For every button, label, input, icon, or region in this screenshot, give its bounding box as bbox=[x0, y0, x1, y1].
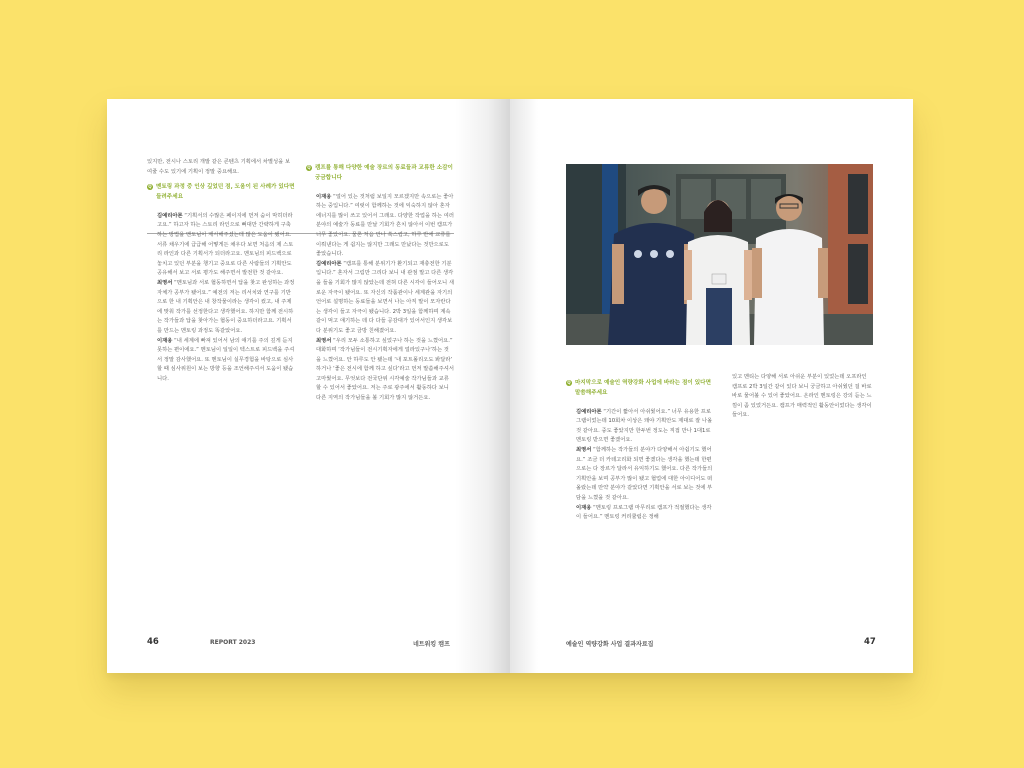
question-heading bbox=[147, 183, 295, 203]
question-icon: Q bbox=[148, 184, 152, 190]
speaker-name: 김예리아론 bbox=[157, 212, 183, 219]
question-text: 멘토링 과정 중 인상 깊었던 점, 도움이 된 사례가 있다면 들려주세요 bbox=[156, 184, 295, 200]
speaker-name: 이재웅 bbox=[157, 337, 173, 344]
photo-group-portrait bbox=[566, 164, 873, 345]
speaker-name: 김예리아론 bbox=[316, 260, 342, 267]
speech-paragraph bbox=[566, 504, 714, 523]
right-column-2 bbox=[732, 373, 873, 421]
question-icon: Q bbox=[567, 380, 571, 385]
footer-report: REPORT 2023 bbox=[210, 639, 256, 646]
speech-paragraph bbox=[306, 337, 454, 404]
page-number-right: 47 bbox=[864, 637, 876, 647]
speech-text: “멘토링 프로그램 마무리로 캠프가 적절했다는 생각이 들어요.” 멘토링 커리큘럼은 정해 bbox=[576, 504, 712, 521]
speech-text: “우리 모두 소통하고 싶었구나 하는 것을 느꼈어요.” 대화하며 ‘작가님들이 전시기획자에게 얼라있구나’하는 것을 느꼈어요. 안 하루도 안 됐는데 ‘내 포트폴리오도 봐달라’ 하거나 ‘좋은 전시에 함께 하고 싶다’라고 먼저 말씀해주셔서 고마웠어요. 무엇보다 전국단위 시각예술 작가님들과 교류할 수 있어서 좋았어요. 저는 주로 광주에서 활동하다 보니 다른 지역의 작가님들을 볼 기회가 많지 않거든요. bbox=[316, 337, 454, 402]
speech-paragraph bbox=[306, 193, 454, 260]
right-page bbox=[510, 99, 913, 673]
speech-paragraph bbox=[147, 337, 295, 385]
speech-text: “캠프를 통해 분위기가 환기되고 재충전한 기분입니다.” 혼자서 그림만 그리다 보니 내 관점 말고 다른 생각을 들을 기회가 많지 않았는데 전혀 다른 시각이 들어오니 새로운 자극이 됐어요. 또 자신의 작품관이나 세계관을 자기의 언어로 설명하는 동료들을 보면서 나는 아직 말이 모자란다는 생각이 들고 자극이 됐습니다. 2박 3일을 함께하며 계속 같이 먹고 얘기하는 데 다 다들 공감대가 있어서인지 생각보다 분위기도 좋고 금방 친해졌어요. bbox=[316, 260, 454, 334]
question-heading bbox=[566, 379, 714, 399]
speech-text: “기간이 짧아서 아쉬웠어요.” 너무 유용한 프로그램이었는데 10회차 이상은 돼야 기획안도 제대로 잘 나올 것 같아요. 중도 좋았지만 한두번 정도는 직접 만나 1대1로 멘토링 받으면 좋겠어요. bbox=[576, 408, 713, 444]
body-paragraph: 있고 멘티는 다양해 서로 아쉬운 부분이 있었는데 오프라인 캠프로 2박 3일간 같이 있다 보니 궁금하고 아쉬웠던 걸 바로바로 물어볼 수 있어 좋았어요. 온라인 멘토링은 강의 듣는 느낌이 좀 있었거든요. 캠프가 매력적인 활동안이었다는 생각이 들어요. bbox=[732, 374, 872, 419]
speech-paragraph bbox=[306, 260, 454, 337]
left-column-2 bbox=[306, 158, 454, 404]
speech-text: “얼어 있는 것처럼 보일지 모르겠지만 속으로는 좋아하는 중입니다.” 여럿이 함께하는 것에 익숙하지 않아 혼자 에너지를 많이 쓰고 있어서 그래요. 다양한 작업을 하는 여러 분야의 예술가 동료를 만날 기회가 흔치 않아서 이번 캠프가 너무 좋았어요. 물론 처음 만나 쑥스럽고, 하루 반에 교류를 이뤄낸다는 게 쉽지는 않지만 그래도 만났다는 것만으로도 좋았습니다. bbox=[316, 193, 454, 258]
question-text: 마지막으로 예술인 역량강화 사업에 바라는 점이 있다면 말씀해주세요 bbox=[575, 380, 711, 396]
speech-text: “함께하는 작가들의 분야가 다양해서 아쉽기도 했어요.” 조금 더 카테고리화 되면 좋겠다는 생각을 했는데 한편으로는 다 장르가 달라서 유익하기도 했어요. 다른 작가들의 기획안을 보며 공부가 많이 됐고 협업에 대한 아이디어도 떠올랐는데 만약 분야가 같았다면 기획안을 서로 보는 것에 부담을 느꼈을 것 같아요. bbox=[576, 446, 713, 501]
page-number-left: 46 bbox=[147, 637, 159, 647]
speaker-name: 이재웅 bbox=[316, 193, 332, 200]
speech-text: “기획서의 수많은 페이지에 먼저 숨이 막히더라고요.” 하고자 하는 스토리 라인으로 뼈대만 간략하게 구축하는 방법을 멘토님이 제시해주셨는데 많은 도움이 됐어요. 서류 채우기에 급급해 어떻게든 채우다 보면 처음의 제 스토리 라인과 다른 기획서가 되더라고요. 멘토님의 피드백으로 놓치고 있던 부분을 챙기고 중요로 다른 사람들의 기획안도 공유해서 보고 서로 평가도 해주면서 발전한 것 같아요. bbox=[157, 212, 294, 277]
speaker-name: 최영서 bbox=[316, 337, 332, 344]
footer-section: 네트워킹 캠프 bbox=[413, 641, 450, 648]
speaker-name: 김예리아론 bbox=[576, 408, 602, 415]
speech-text: “멘토님과 서로 협동하면서 답을 찾고 완성하는 과정 자체가 공부가 됐어요.” 예전의 저는 리서치와 연구를 기반으로 한 내 기획안은 내 창작물이라는 생각이 컸고, 내 주제에 맞춰 작가를 선정한다고 생각했어요. 하지만 함께 전시하는 작가들과 답을 찾아가는 협동이 중요하더라고요. 기획서를 만드는 멘토링 과정도 똑같았어요. bbox=[157, 279, 295, 334]
open-book bbox=[107, 99, 913, 673]
left-column-1 bbox=[147, 158, 295, 384]
question-text: 캠프를 통해 다양한 예술 장르의 동료들과 교류한 소감이 궁금합니다 bbox=[315, 165, 453, 181]
speaker-name: 이재웅 bbox=[576, 504, 592, 511]
speaker-name: 최영서 bbox=[157, 279, 173, 286]
body-paragraph: 있지만, 전시나 스토리 개발 같은 콘텐츠 기획에서 차별성을 보여줄 수도 있기에 기획이 정말 중요해요. bbox=[147, 159, 291, 175]
footer-title: 예술인 역량강화 사업 결과자료집 bbox=[566, 641, 654, 648]
speech-text: “내 세계에 빠져 있어서 남의 얘기를 주의 깊게 듣지 못하는 편이에요.” 멘토님이 일일이 텍스트로 피드백을 주셔서 정말 감사했어요. 또 멘토님이 실무경험을 바탕으로 심사할 때 심사위원이 보는 방향 등을 조언해주셔서 도움이 됐습니다. bbox=[157, 337, 295, 382]
question-icon: Q bbox=[307, 165, 311, 170]
speech-paragraph bbox=[147, 212, 295, 279]
left-page bbox=[107, 99, 510, 673]
speech-paragraph bbox=[566, 408, 714, 446]
speech-paragraph bbox=[147, 279, 295, 337]
right-column-1 bbox=[566, 373, 714, 523]
speaker-name: 최영서 bbox=[576, 446, 592, 453]
question-heading bbox=[306, 164, 454, 184]
speech-paragraph bbox=[566, 446, 714, 504]
